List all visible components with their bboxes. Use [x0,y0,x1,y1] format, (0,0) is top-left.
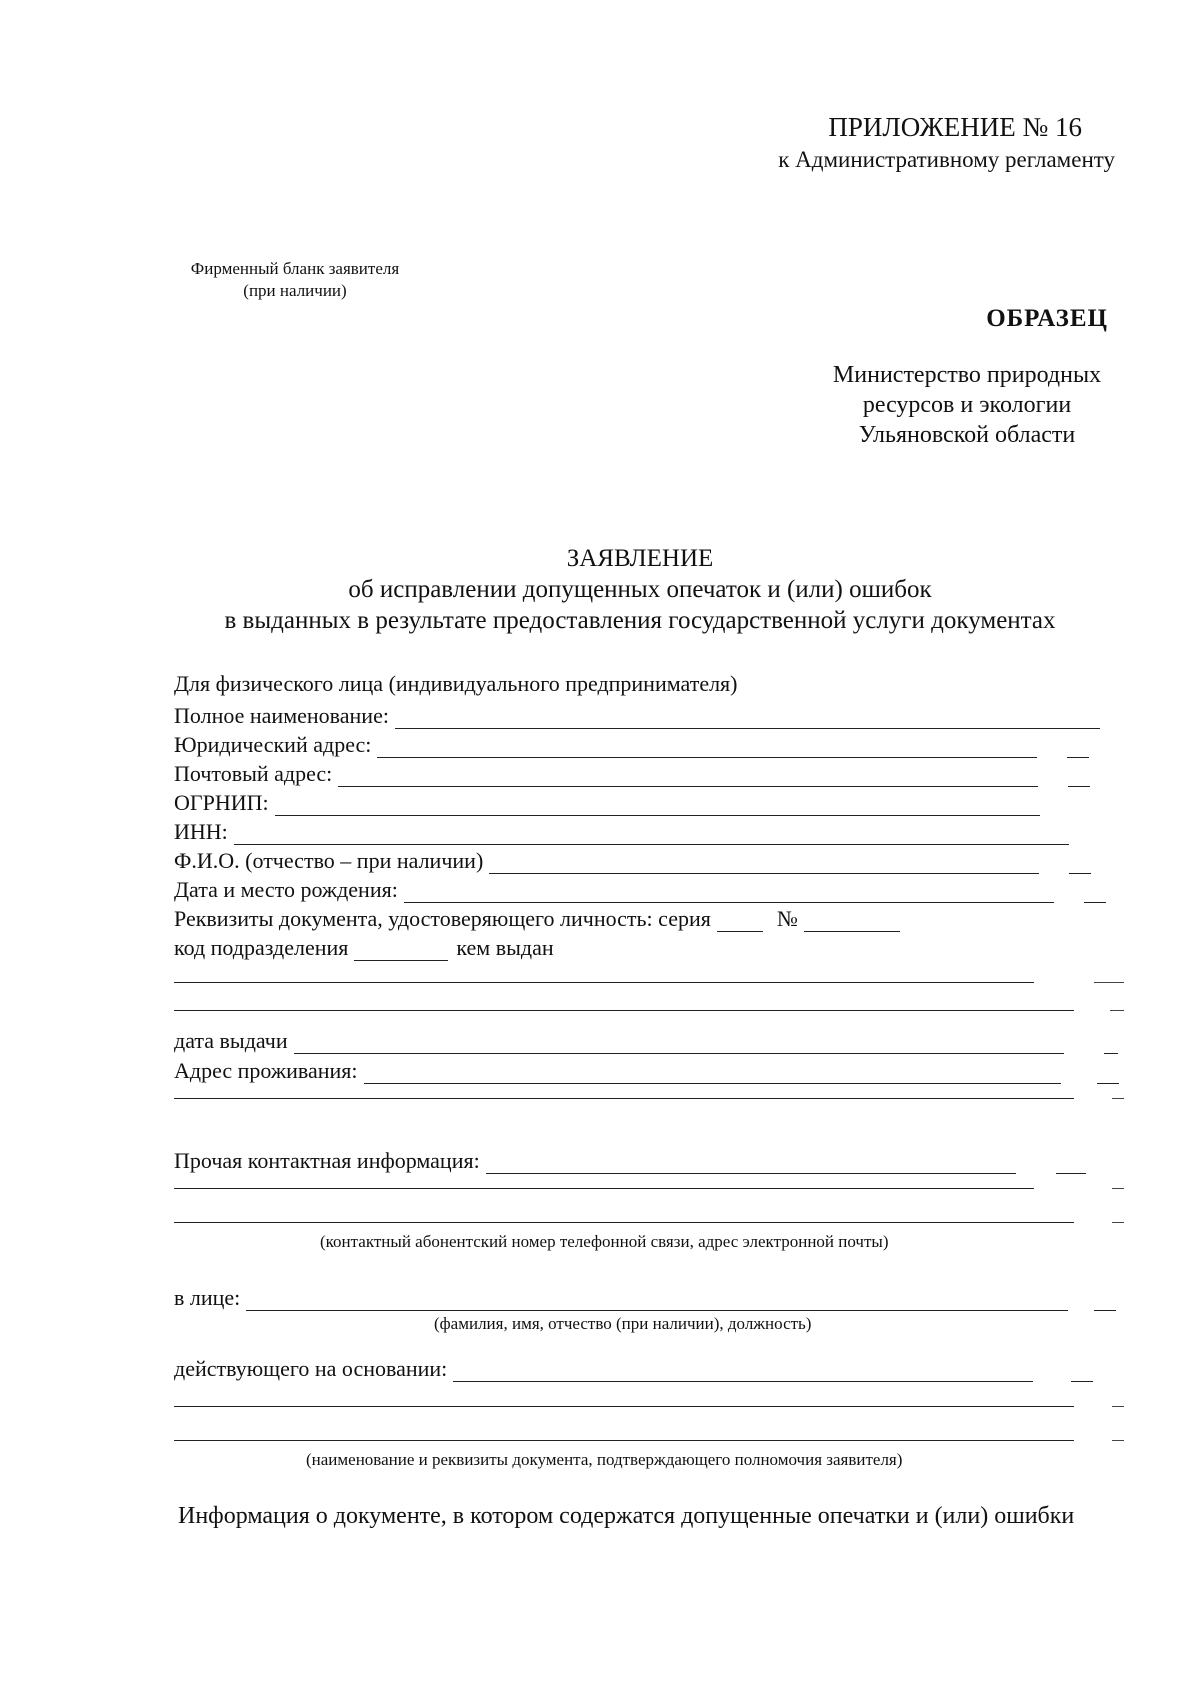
contact-label: Прочая контактная информация: [174,1148,480,1173]
sample-label: ОБРАЗЕЦ [986,305,1108,332]
contact-tail-2 [1112,1188,1124,1189]
postal-address-row [174,761,1090,787]
residence-tail-2 [1112,1098,1124,1099]
legal-address-row [174,732,1089,758]
legal-address-field[interactable] [377,737,1037,758]
residence-line-2[interactable] [174,1098,1074,1099]
letterhead-line2: (при наличии) [243,281,347,300]
contact-row [174,1148,1086,1174]
full-name-label: Полное наименование: [174,703,389,728]
id-doc-row [174,906,900,932]
issue-date-field[interactable] [294,1033,1064,1054]
title-line3: в выданных в результате предоставления государственной услуги документах [224,607,1056,634]
recipient-line3: Ульяновской области [858,422,1076,448]
postal-address-field[interactable] [338,766,1038,787]
division-code-field[interactable] [354,940,448,961]
ogrnip-field[interactable] [275,795,1040,816]
postal-address-tail [1068,766,1090,787]
issued-by-tail-1 [1094,982,1124,983]
letterhead-line1: Фирменный бланк заявителя [190,259,400,278]
info-paragraph: Информация о документе, в котором содержатся допущенные опечатки и (или) ошибки [178,1503,1075,1529]
residence-field[interactable] [364,1063,1061,1084]
fio-field[interactable] [489,853,1039,874]
fio-tail [1069,853,1091,874]
full-name-field[interactable] [395,708,1100,729]
contact-line-3[interactable] [174,1222,1074,1223]
ogrnip-row [174,790,1040,816]
issued-by-line-2[interactable] [174,1010,1074,1011]
contact-caption: (контактный абонентский номер телефонной связи, адрес электронной почты) [320,1232,889,1251]
issued-by-line-1[interactable] [174,982,1034,983]
recipient-block [802,360,1132,450]
fio-label: Ф.И.О. (отчество – при наличии) [174,848,484,873]
id-series-field[interactable] [717,911,763,932]
residence-label: Адрес проживания: [174,1058,358,1083]
residence-tail [1097,1063,1119,1084]
basis-tail [1071,1361,1093,1382]
id-doc-label: Реквизиты документа, удостоверяющего личность: серия [174,906,711,931]
issue-date-label: дата выдачи [174,1028,288,1053]
inn-row [174,819,1069,845]
represented-field[interactable] [246,1290,1068,1311]
division-code-label: код подразделения [174,935,349,960]
appendix-reference: к Административному регламенту [778,147,1115,172]
issue-date-row [174,1028,1118,1054]
contact-tail [1056,1153,1086,1174]
legal-address-tail [1067,737,1089,758]
birth-row [174,877,1106,903]
issued-by-label: кем выдан [456,935,554,960]
represented-label: в лице: [174,1285,241,1310]
ogrnip-label: ОГРНИП: [174,790,269,815]
recipient-line1: Министерство природных [832,362,1102,388]
inn-field[interactable] [234,824,1069,845]
basis-caption: (наименование и реквизиты документа, подтверждающего полномочия заявителя) [306,1450,903,1469]
section-heading: Для физического лица (индивидуального предпринимателя) [174,671,738,696]
legal-address-label: Юридический адрес: [174,732,372,757]
document-title [140,543,1140,636]
residence-row [174,1058,1119,1084]
basis-label: действующего на основании: [174,1356,448,1381]
birth-tail [1084,882,1106,903]
contact-tail-3 [1112,1222,1124,1223]
title-line2: об исправлении допущенных опечаток и (или) ошибок [348,576,932,603]
title-line1: ЗАЯВЛЕНИЕ [566,545,714,572]
represented-caption: (фамилия, имя, отчество (при наличии), должность) [434,1314,812,1333]
birth-label: Дата и место рождения: [174,877,398,902]
represented-tail [1094,1290,1116,1311]
inn-label: ИНН: [174,819,228,844]
contact-field[interactable] [486,1153,1016,1174]
basis-row [174,1356,1093,1382]
issue-date-tail [1104,1033,1118,1054]
basis-tail-2 [1112,1406,1124,1407]
appendix-number: ПРИЛОЖЕНИЕ № 16 [828,112,1082,142]
division-row [174,935,554,961]
basis-line-3[interactable] [174,1440,1074,1441]
represented-row [174,1285,1116,1311]
recipient-line2: ресурсов и экологии [862,392,1072,418]
full-name-row [174,703,1100,729]
issued-by-tail-2 [1110,1010,1124,1011]
id-number-field[interactable] [804,911,900,932]
id-number-sign: № [776,906,798,931]
letterhead-note [150,258,440,302]
contact-line-2[interactable] [174,1188,1034,1189]
fio-row [174,848,1091,874]
postal-address-label: Почтовый адрес: [174,761,333,786]
birth-field[interactable] [404,882,1054,903]
basis-tail-3 [1112,1440,1124,1441]
basis-field[interactable] [453,1361,1033,1382]
basis-line-2[interactable] [174,1406,1074,1407]
